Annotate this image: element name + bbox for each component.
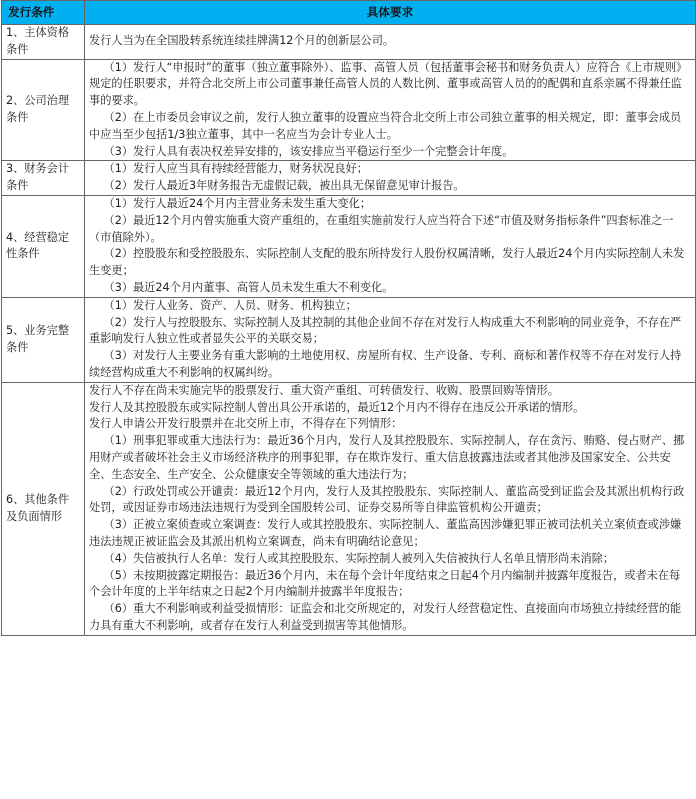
requirement-line: （5）未按期披露定期报告：最近36个月内，未在每个会计年度结束之日起4个月内编制并披露年度报告，或者未在每个会计年度的上半年结束之日起2个月内编制并披露半年度报告； (89, 568, 681, 599)
condition-cell: 5、业务完整条件 (2, 297, 85, 382)
requirement-cell (85, 25, 696, 60)
condition-cell: 3、财务会计条件 (2, 161, 85, 196)
requirement-cell (85, 59, 696, 161)
requirement-line: （1）发行人业务、资产、人员、财务、机构独立； (103, 298, 357, 312)
requirement-line: （3）对发行人主要业务有重大影响的土地使用权、房屋所有权、生产设备、专利、商标和著作权等不存在对发行人持续经营构成重大不利影响的权属纠纷。 (89, 349, 682, 379)
requirement-line: （2）最近12个月内曾实施重大资产重组的，在重组实施前发行人应当符合下述“市值及财务指标条件”四套标准之一（市值除外）。 (89, 213, 674, 244)
table-row (2, 59, 696, 161)
requirement-line: （1）发行人“申报时”的董事（独立董事除外）、监事、高管人员（包括董事会秘书和财务负责人）应符合《上市规则》规定的任职要求，并符合北交所上市公司董事兼任高管人员的人数比例、董事或高管人员的的配偶和直系亲属不得兼任监事的要求。 (89, 60, 688, 108)
requirement-line: （4）失信被执行人名单：发行人或其控股股东、实际控制人被列入失信被执行人名单且情形尚未消除； (103, 551, 615, 565)
table-row (2, 195, 696, 297)
header-requirement: 具体要求 (85, 1, 696, 25)
requirement-cell (85, 161, 696, 196)
requirement-line: （2）发行人最近3年财务报告无虚假记载，被出具无保留意见审计报告。 (103, 179, 465, 193)
requirement-line: （2）在上市委员会审议之前，发行人独立董事的设置应当符合北交所上市公司独立董事的相关规定，即：董事会成员中应当至少包括1/3独立董事，其中一名应当为会计专业人士。 (89, 110, 682, 141)
requirement-line: 发行人不存在尚未实施完毕的股票发行、重大资产重组、可转债发行、收购、股票回购等情形。 (89, 383, 559, 397)
requirement-line: （2）行政处罚或公开谴责：最近12个月内，发行人及其控股股东、实际控制人、董监高受到证监会及其派出机构行政处罚，或因证券市场违法违规行为受到全国股转公司、证券交易所等自律监管机构公开谴责； (89, 484, 685, 515)
table-row (2, 161, 696, 196)
table-body (2, 25, 696, 636)
requirement-line: （6）重大不利影响或利益受损情形：证监会和北交所规定的，对发行人经营稳定性、直接面向市场独立持续经营的能力具有重大不利影响，或者存在发行人利益受到损害等其他情形。 (89, 602, 682, 632)
requirement-line: （3）最近24个月内董事、高管人员未发生重大不利变化。 (103, 280, 394, 294)
requirement-cell (85, 382, 696, 635)
header-condition: 发行条件 (2, 1, 85, 25)
header-row (2, 1, 696, 25)
requirement-line: （2）控股股东和受控股股东、实际控制人支配的股东所持发行人股份权属清晰，发行人最近24个月内实际控制人未发生变更； (89, 247, 685, 278)
condition-cell: 2、公司治理条件 (2, 59, 85, 161)
requirement-line: 发行人申请公开发行股票并在北交所上市，不得存在下列情形： (89, 417, 403, 431)
condition-cell: 1、主体资格条件 (2, 25, 85, 60)
requirement-line: （1）发行人应当具有持续经营能力，财务状况良好； (103, 162, 368, 176)
table-row (2, 297, 696, 382)
requirement-line: （3）发行人具有表决权差异安排的，该安排应当平稳运行至少一个完整会计年度。 (103, 144, 514, 158)
requirement-line: （1）发行人最近24个月内主营业务未发生重大变化； (103, 196, 372, 210)
requirement-line: （2）发行人与控股股东、实际控制人及其控制的其他企业间不存在对发行人构成重大不利影响的同业竞争，不存在严重影响发行人独立性或者显失公平的关联交易； (89, 315, 682, 346)
condition-cell: 4、经营稳定性条件 (2, 195, 85, 297)
condition-cell: 6、其他条件及负面情形 (2, 382, 85, 635)
requirements-table (1, 0, 696, 636)
requirement-line: （1）刑事犯罪或重大违法行为：最近36个月内，发行人及其控股股东、实际控制人，存在贪污、贿赂、侵占财产、挪用财产或者破坏社会主义市场经济秩序的刑事犯罪，存在欺诈发行、重大信息披露违法或者其他涉及国家安全、公共安全、生态安全、生产安全、公众健康安全等领域的重大违法行为； (89, 434, 685, 481)
requirement-cell (85, 297, 696, 382)
requirement-cell (85, 195, 696, 297)
requirement-line: （3）正被立案侦查或立案调查：发行人或其控股股东、实际控制人、董监高因涉嫌犯罪正被司法机关立案侦查或涉嫌违法违规正被证监会及其派出机构立案调查，尚未有明确结论意见； (89, 518, 682, 548)
requirement-line: 发行人及其控股股东或实际控制人曾出具公开承诺的，最近12个月内不得存在违反公开承诺的情形。 (89, 400, 585, 414)
table-row (2, 25, 696, 60)
table-row (2, 382, 696, 635)
requirement-line: 发行人当为在全国股转系统连续挂牌满12个月的创新层公司。 (89, 34, 395, 48)
